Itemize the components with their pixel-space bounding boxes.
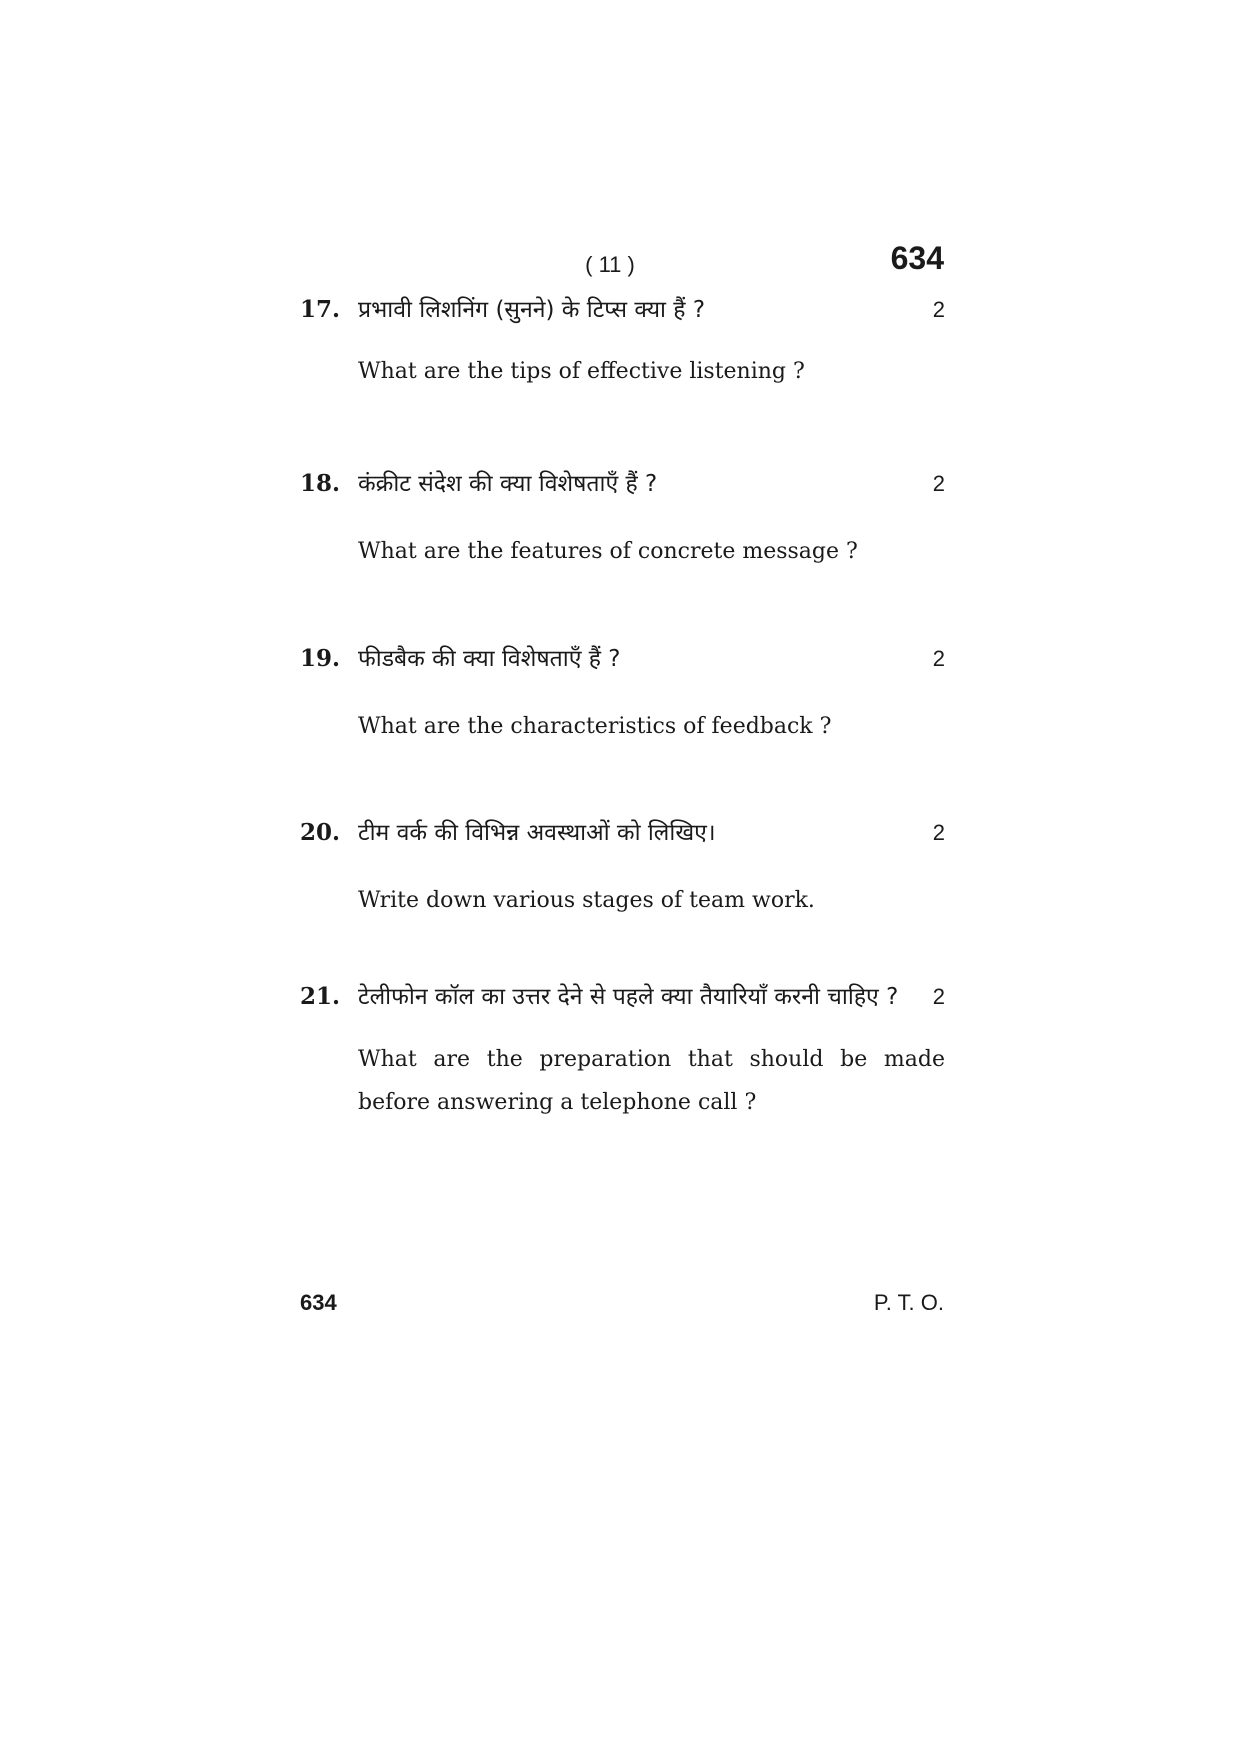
question-marks: 2 bbox=[932, 820, 945, 845]
page-number: ( 11 ) bbox=[585, 252, 635, 277]
question-text-hindi: कंक्रीट संदेश की क्या विशेषताएँ हैं ? bbox=[358, 471, 658, 497]
question-marks: 2 bbox=[932, 471, 945, 496]
question-text-english: What are the characteristics of feedback ? bbox=[358, 714, 832, 739]
question-text-english: What are the preparation that should be made before answering a telephone call ? bbox=[358, 1047, 945, 1115]
question-number: 21. bbox=[300, 983, 341, 1010]
paper-code-header: 634 bbox=[890, 240, 944, 276]
question-20 bbox=[300, 815, 945, 919]
question-text-english: What are the tips of effective listening ? bbox=[358, 359, 805, 384]
question-text-hindi: टेलीफोन कॉल का उत्तर देने से पहले क्या तैयारियाँ करनी चाहिए ? bbox=[358, 984, 899, 1010]
question-number: 20. bbox=[300, 819, 341, 846]
question-number: 17. bbox=[300, 296, 341, 323]
question-text-hindi: फीडबैक की क्या विशेषताएँ हैं ? bbox=[358, 646, 621, 672]
question-marks: 2 bbox=[932, 984, 945, 1009]
question-marks: 2 bbox=[932, 646, 945, 671]
question-text-english: Write down various stages of team work. bbox=[358, 888, 815, 913]
question-number: 18. bbox=[300, 470, 341, 497]
question-21 bbox=[300, 970, 945, 1124]
question-text-hindi: प्रभावी लिशनिंग (सुनने) के टिप्स क्या हैं ? bbox=[358, 297, 706, 323]
question-19 bbox=[300, 641, 945, 745]
please-turn-over: P. T. O. bbox=[873, 1290, 944, 1315]
question-text-hindi: टीम वर्क की विभिन्न अवस्थाओं को लिखिए। bbox=[358, 820, 716, 846]
question-marks: 2 bbox=[932, 297, 945, 322]
question-18 bbox=[300, 466, 945, 570]
question-text-english: What are the features of concrete message ? bbox=[358, 539, 858, 564]
question-number: 19. bbox=[300, 645, 341, 672]
question-17 bbox=[300, 292, 945, 390]
paper-code-footer: 634 bbox=[300, 1290, 337, 1315]
